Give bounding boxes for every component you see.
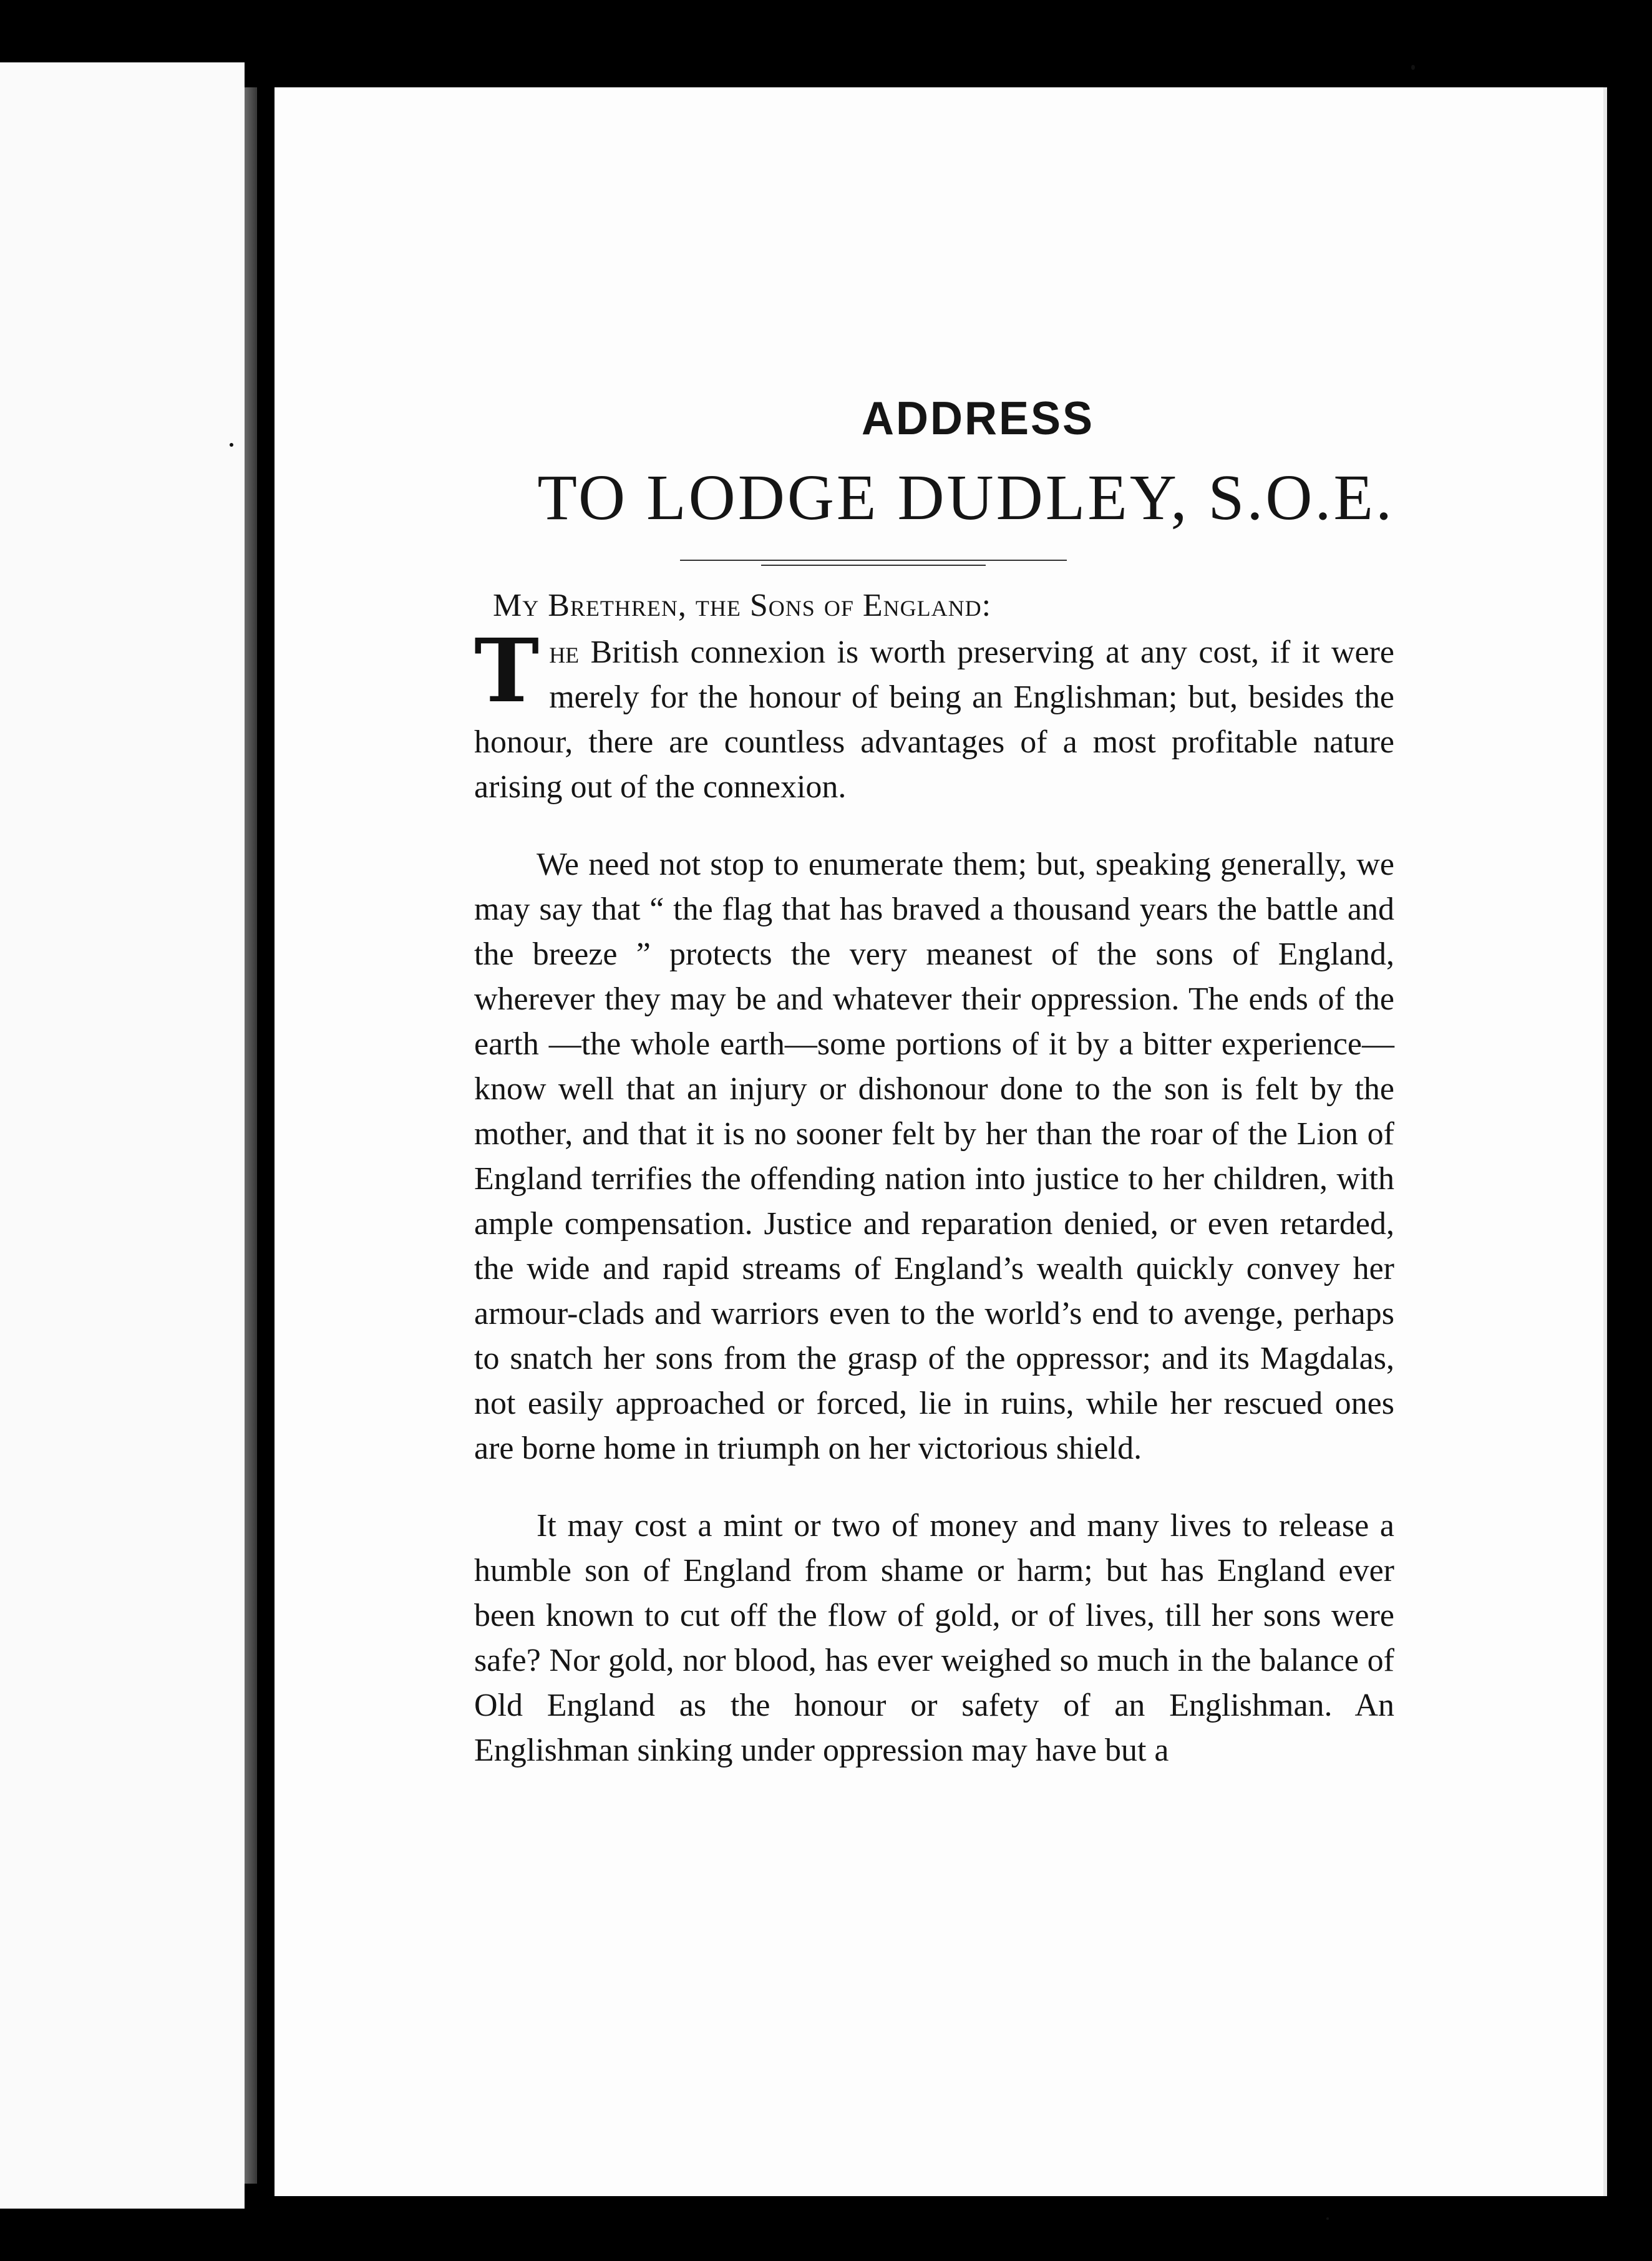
paragraph-text: British connexion is worth preserving at any cost, if it were merely for the honour of being an Englishman; but, besides the honour, there are countless advantages of a most profitable nature arising out of the connexion. — [474, 635, 1394, 805]
rule-line — [761, 565, 986, 566]
drop-cap: T — [474, 620, 540, 722]
left-page — [0, 62, 245, 2209]
paragraph-2: We need not stop to enumerate them; but, speaking generally, we may say that “ the flag that has braved a thousand years the battle and the breeze ” protects the very meanest of the sons of England, wherever they may be and whatever their oppression. The ends of the earth —the whole earth—some portions of it by a bitter experience—know well that an injury or dishonour done to the son is felt by the mother, and that it is no sooner felt by her than the roar of the Lion of England terrifies the offending nation into justice to her children, with ample compensation. Justice and reparation denied, or even retarded, the wide and rapid streams of England’s wealth quickly convey her armour-clads and warriors even to the world’s end to avenge, perhaps to snatch her sons from the grasp of the oppressor; and its Magdalas, not easily approached or forced, lie in ruins, while her rescued ones are borne home in triumph on her victorious shield. — [474, 847, 1394, 1466]
heading-rule — [680, 560, 1067, 566]
page-gutter — [257, 87, 276, 2184]
paragraph-3: It may cost a mint or two of money and many lives to release a humble son of England from shame or harm; but has England ever been known to cut off the flow of gold, or of lives, till her sons were safe? Nor gold, nor blood, has ever weighed so much in the balance of Old England as the honour or safety of an Englishman. An Englishman sinking under oppression may have but a — [474, 1508, 1394, 1768]
salutation: My Brethren, the Sons of England: — [493, 588, 992, 623]
heading-address: ADDRESS — [861, 392, 1095, 445]
lead-word: he — [549, 635, 580, 670]
paper-speck — [1411, 65, 1415, 70]
rule-line — [680, 560, 1067, 561]
paper-speck — [1326, 2217, 1329, 2220]
heading-title: TO LODGE DUDLEY, S.O.E. — [537, 462, 1394, 533]
page-text — [474, 368, 1394, 1806]
paragraph-1 — [474, 620, 1394, 810]
paper-speck — [230, 443, 233, 447]
